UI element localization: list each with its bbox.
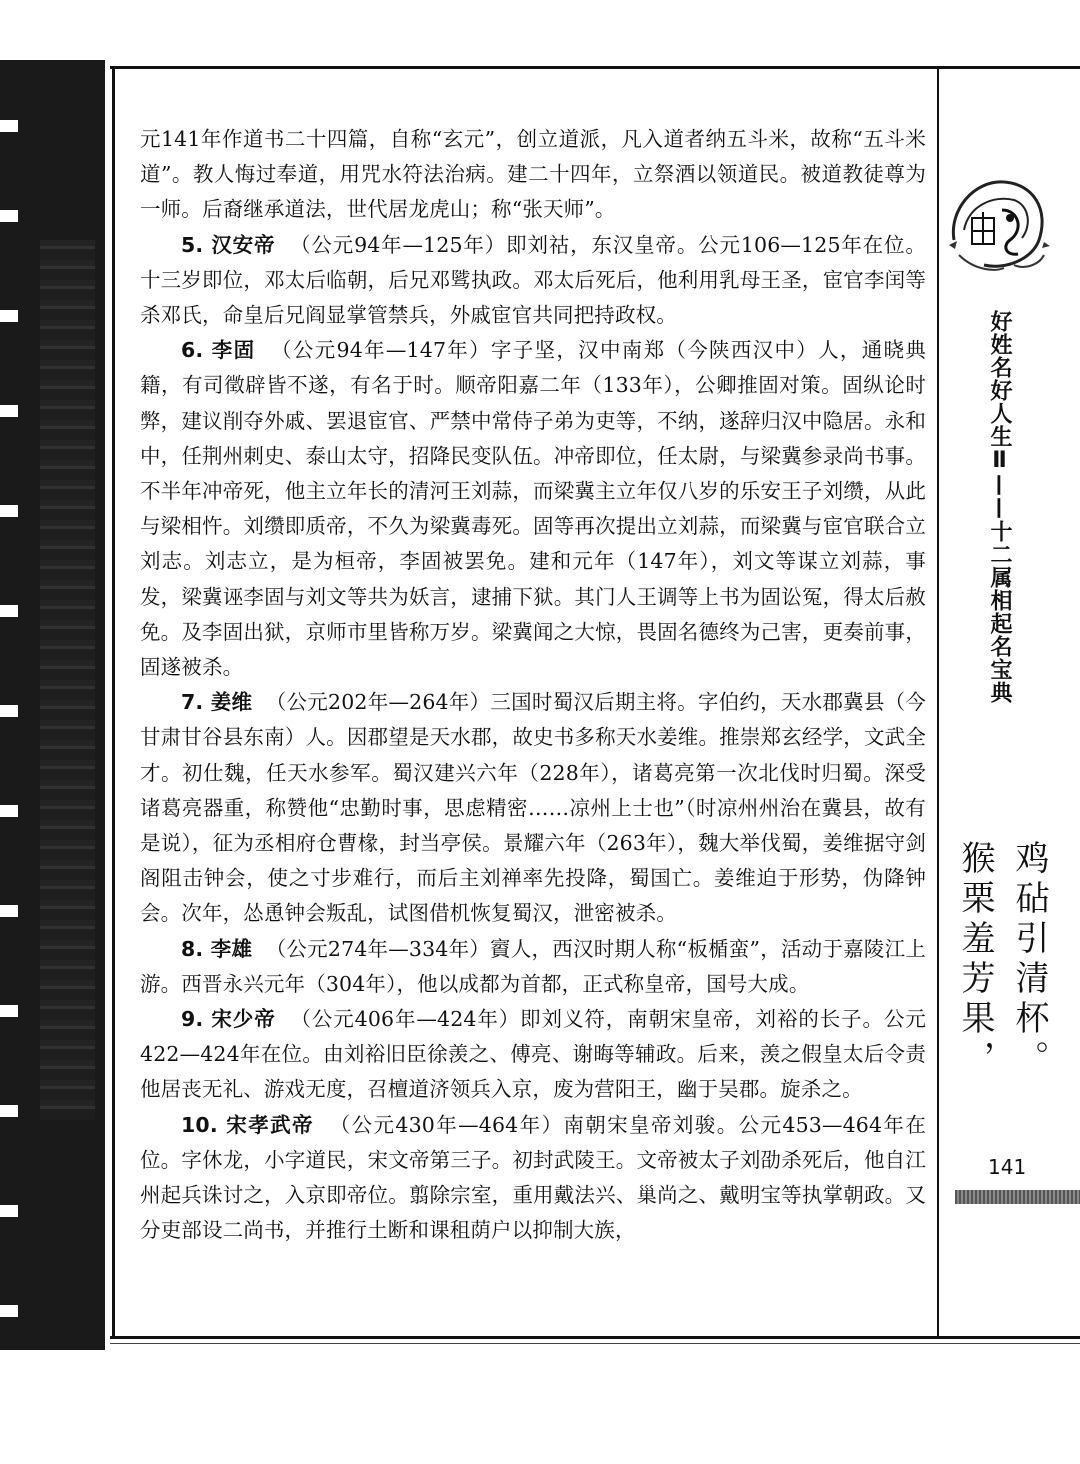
binding-notch (0, 805, 18, 817)
entry-paragraph (140, 1002, 926, 1108)
binding-notch (0, 705, 18, 717)
binding-notch (0, 1005, 18, 1017)
page-number: 141 (988, 1155, 1027, 1179)
entry-paragraph (140, 333, 926, 685)
entry-body: （公元94年—147年）字子坚，汉中南郑（今陕西汉中）人，通晓典籍，有司徵辟皆不遂，有名于时。顺帝阳嘉二年（133年），公卿推固对策。固纵论时弊，建议削夺外戚、罢退宦官、严禁中常侍子弟为吏等，不纳，遂辞归汉中隐居。永和中，任荆州刺史、泰山太守，招降民变队伍。冲帝即位，任太尉，与梁冀参录尚书事。不半年冲帝死，他主立年长的清河王刘蒜，而梁冀主立年仅八岁的乐安王子刘缵，从此与梁相忤。刘缵即质帝，不久为梁冀毒死。固等再次提出立刘蒜，而梁冀与宦官联合立刘志。刘志立，是为桓帝，李固被罢免。建和元年（147年），刘文等谋立刘蒜，事发，梁冀诬李固与刘文等共为妖言，逮捕下狱。其门人王调等上书为固讼冤，得太后赦免。及李固出狱，京师市里皆称万岁。梁冀闻之大惊，畏固名德终为己害，更奏前事，固遂被杀。 (140, 338, 926, 680)
entry-body: （公元202年—264年）三国时蜀汉后期主将。字伯约，天水郡冀县（今甘肃甘谷县东南）人。因郡望是天水郡，故史书多称天水姜维。推崇郑玄经学，文武全才。初仕魏，任天水参军。蜀汉建兴六年（228年），诸葛亮第一次北伐时归蜀。深受诸葛亮器重，称赞他“忠勤时事，思虑精密……凉州上士也”（时凉州州治在冀县，故有是说），征为丞相府仓曹椽，封当亭侯。景耀六年（263年），魏大举伐蜀，姜维据守剑阁阻击钟会，使之寸步难行，而后主刘禅率先投降，蜀国亡。姜维迫于形势，伪降钟会。次年，怂恿钟会叛乱，试图借机恢复蜀汉，泄密被杀。 (140, 690, 926, 926)
binding-notch (0, 505, 18, 517)
binding-notch (0, 1105, 18, 1117)
binding-notch (0, 1205, 18, 1217)
binding-notch (0, 605, 18, 617)
entry-paragraph (140, 932, 926, 1002)
entry-paragraph (140, 1108, 926, 1249)
entry-heading: 6. 李固 (181, 338, 256, 363)
page-frame-bottom-rule (110, 1343, 1080, 1344)
page-frame-bottom (110, 1336, 1080, 1339)
binding-notch (0, 210, 18, 222)
binding-shadow (40, 240, 95, 1120)
entry-heading: 8. 李雄 (181, 936, 253, 961)
entry-paragraph (140, 228, 926, 334)
entry-body: （公元94年—125年）即刘祜，东汉皇帝。公元106—125年在位。十三岁即位，邓太后临朝，后兄邓骘执政。邓太后死后，他利用乳母王圣，宦官李闰等杀邓氏，命皇后兄阎显掌管禁兵，外戚宦官共同把持政权。 (140, 232, 926, 328)
binding-notch (0, 120, 18, 132)
zodiac-emblem-icon (944, 170, 1054, 280)
entry-paragraph (140, 685, 926, 931)
entry-body: （公元430年—464年）南朝宋皇帝刘骏。公元453—464年在位。字休龙，小字道民，宋文帝第三子。初封武陵王。文帝被太子刘劭杀死后，他自江州起兵诛讨之，入京即帝位。翦除宗室，重用戴法兴、巢尚之、戴明宝等执掌朝政。又分吏部设二尚书，并推行土断和课租荫户以抑制大族， (140, 1112, 926, 1243)
page-number-bar (955, 1190, 1080, 1204)
page-frame-top (110, 66, 1080, 69)
binding-notch (0, 1305, 18, 1317)
column-divider (937, 66, 939, 1336)
poem-line-1: 鸡砧引清杯。 (1009, 840, 1049, 1080)
binding-notch (0, 905, 18, 917)
entry-heading: 5. 汉安帝 (181, 232, 276, 257)
binding-notch (0, 405, 18, 417)
entry-body: （公元406年—424年）即刘义符，南朝宋皇帝，刘裕的长子。公元422—424年在位。由刘裕旧臣徐羡之、傅亮、谢晦等辅政。后来，羡之假皇太后令责他居丧无礼、游戏无度，召檀道济领兵入京，废为营阳王，幽于吴郡。旋杀之。 (140, 1007, 926, 1102)
intro-paragraph: 元141年作道书二十四篇，自称“玄元”，创立道派，凡入道者纳五斗米，故称“五斗米道”。教人悔过奉道，用咒水符法治病。建二十四年，立祭酒以领道民。被道教徒尊为一师。后裔继承道法，世代居龙虎山；称“张天师”。 (140, 127, 926, 222)
side-title: 好姓名好人生Ⅱ——十二属相起名宝典 (987, 310, 1012, 704)
entry-heading: 9. 宋少帝 (181, 1007, 276, 1032)
poem-line-2: 猴栗羞芳果， (955, 840, 995, 1080)
main-text (140, 122, 926, 1249)
binding-notch (0, 310, 18, 322)
entry-body: （公元274年—334年）賨人，西汉时期人称“板楯蛮”，活动于嘉陵江上游。西晋永兴元年（304年），他以成都为首都，正式称皇帝，国号大成。 (140, 936, 926, 996)
entry-heading: 7. 姜维 (181, 690, 253, 715)
entry-heading: 10. 宋孝武帝 (181, 1112, 314, 1137)
page-frame-left (112, 66, 115, 1336)
book-binding (0, 60, 105, 1350)
